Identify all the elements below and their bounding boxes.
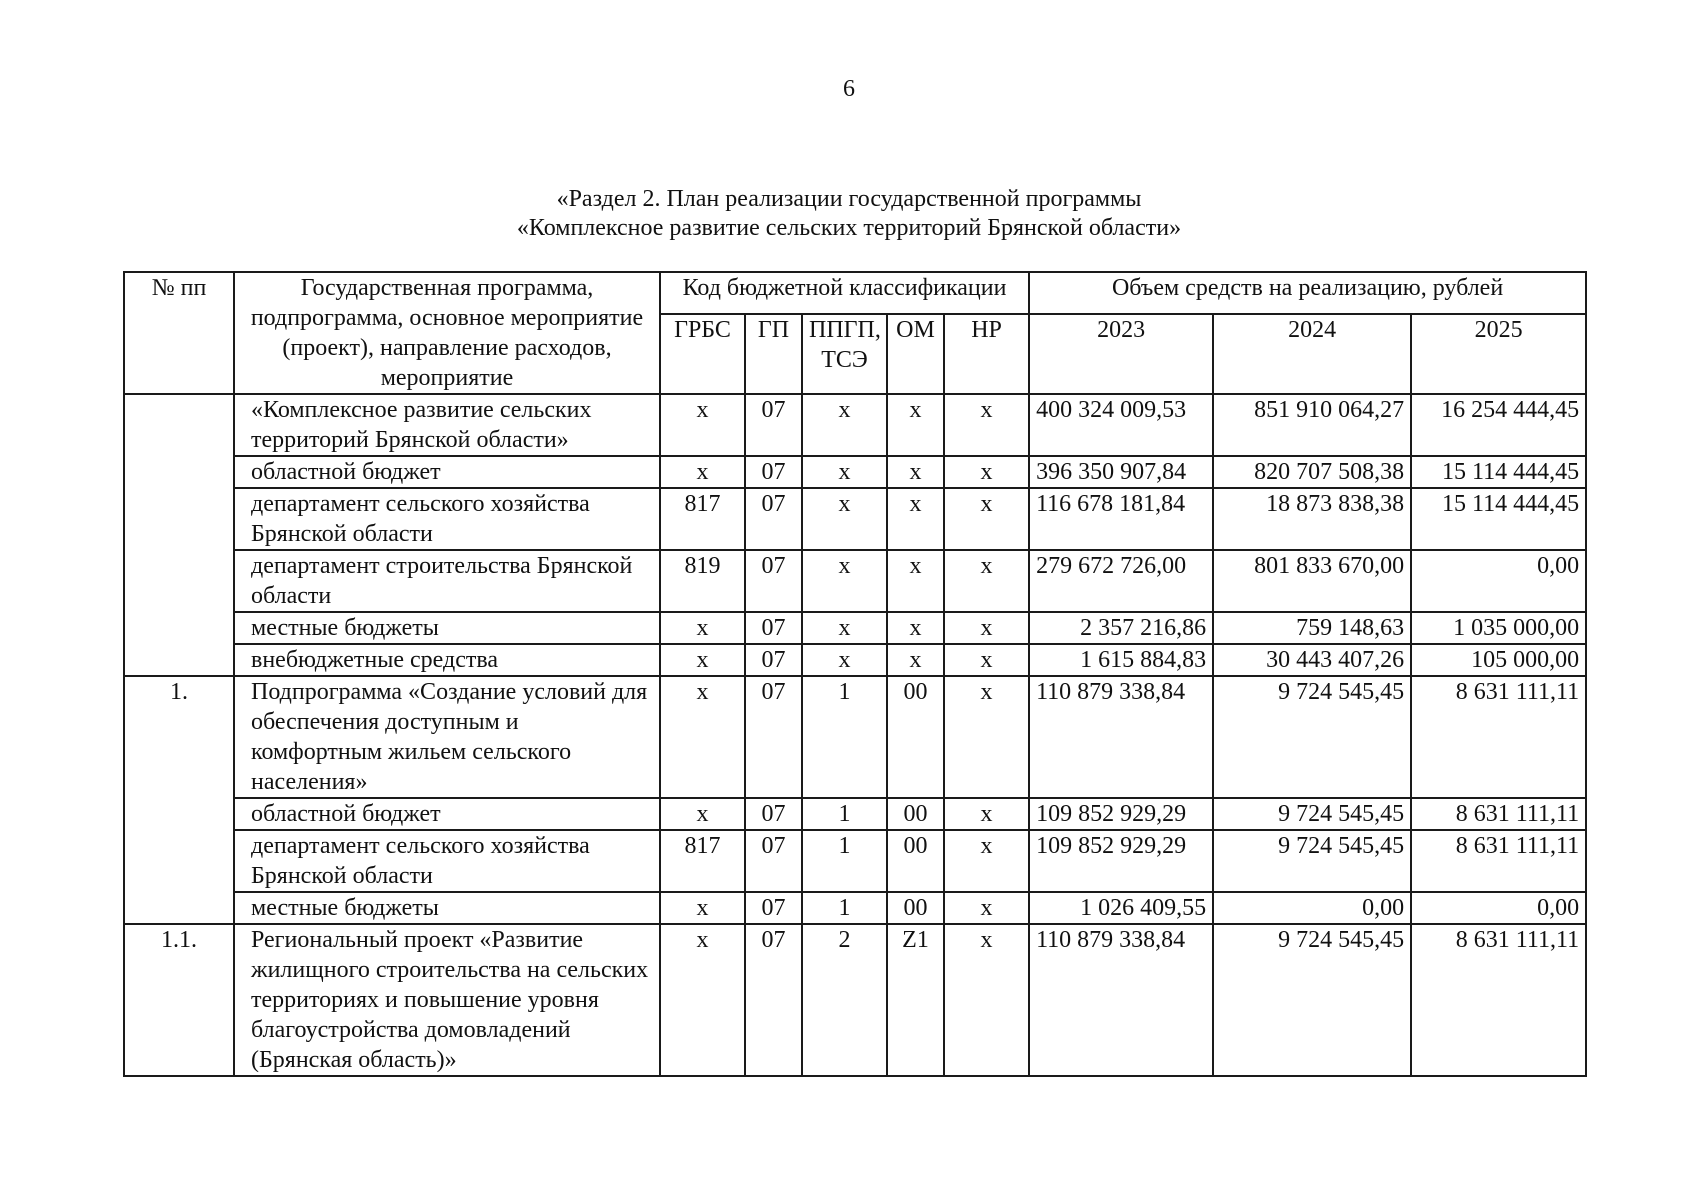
row-grbs: х	[660, 394, 745, 456]
row-nr: х	[944, 612, 1029, 644]
row-nr: х	[944, 456, 1029, 488]
row-gp: 07	[745, 550, 802, 612]
row-2024: 9 724 545,45	[1213, 924, 1411, 1076]
row-nr: х	[944, 550, 1029, 612]
row-nr: х	[944, 798, 1029, 830]
row-ppgp: х	[802, 394, 887, 456]
row-2025: 8 631 111,11	[1411, 924, 1586, 1076]
row-name: областной бюджет	[234, 798, 660, 830]
row-2025: 1 035 000,00	[1411, 612, 1586, 644]
row-num	[124, 612, 234, 644]
header-om: ОМ	[887, 314, 944, 394]
row-ppgp: 2	[802, 924, 887, 1076]
row-name: «Комплексное развитие сельских территорий Брянской области»	[234, 394, 660, 456]
row-2023: 110 879 338,84	[1029, 924, 1213, 1076]
row-num	[124, 798, 234, 830]
row-2023: 1 026 409,55	[1029, 892, 1213, 924]
row-name: местные бюджеты	[234, 892, 660, 924]
row-2023: 109 852 929,29	[1029, 798, 1213, 830]
row-gp: 07	[745, 488, 802, 550]
row-2025: 0,00	[1411, 892, 1586, 924]
row-2024: 9 724 545,45	[1213, 676, 1411, 798]
row-gp: 07	[745, 676, 802, 798]
table-row	[124, 798, 1586, 830]
table-row	[124, 892, 1586, 924]
row-name: Региональный проект «Развитие жилищного строительства на сельских территориях и повышение уровня благоустройства домовладений (Брянская область)»	[234, 924, 660, 1076]
row-grbs: 817	[660, 830, 745, 892]
header-ppgp: ППГП, ТСЭ	[802, 314, 887, 394]
row-2025: 16 254 444,45	[1411, 394, 1586, 456]
row-grbs: 819	[660, 550, 745, 612]
row-ppgp: х	[802, 456, 887, 488]
header-2025: 2025	[1411, 314, 1586, 394]
row-ppgp: х	[802, 612, 887, 644]
row-om: х	[887, 488, 944, 550]
row-2024: 18 873 838,38	[1213, 488, 1411, 550]
row-2024: 9 724 545,45	[1213, 798, 1411, 830]
header-row-1	[124, 272, 1586, 314]
table-row	[124, 456, 1586, 488]
table-row	[124, 612, 1586, 644]
row-ppgp: х	[802, 644, 887, 676]
row-num: 1.	[124, 676, 234, 798]
row-2024: 820 707 508,38	[1213, 456, 1411, 488]
row-2025: 105 000,00	[1411, 644, 1586, 676]
row-grbs: х	[660, 798, 745, 830]
row-2023: 1 615 884,83	[1029, 644, 1213, 676]
row-num	[124, 892, 234, 924]
row-2023: 279 672 726,00	[1029, 550, 1213, 612]
row-grbs: х	[660, 612, 745, 644]
row-num	[124, 456, 234, 488]
row-nr: х	[944, 488, 1029, 550]
row-name: департамент сельского хозяйства Брянской области	[234, 830, 660, 892]
row-2023: 116 678 181,84	[1029, 488, 1213, 550]
row-om: 00	[887, 676, 944, 798]
row-2024: 30 443 407,26	[1213, 644, 1411, 676]
row-2024: 0,00	[1213, 892, 1411, 924]
row-name: внебюджетные средства	[234, 644, 660, 676]
row-om: х	[887, 456, 944, 488]
row-om: х	[887, 550, 944, 612]
header-gp: ГП	[745, 314, 802, 394]
row-num: 1.1.	[124, 924, 234, 1076]
row-2025: 0,00	[1411, 550, 1586, 612]
row-gp: 07	[745, 924, 802, 1076]
header-2024: 2024	[1213, 314, 1411, 394]
row-grbs: х	[660, 892, 745, 924]
row-2024: 9 724 545,45	[1213, 830, 1411, 892]
header-2023: 2023	[1029, 314, 1213, 394]
table-row	[124, 830, 1586, 892]
row-num	[124, 550, 234, 612]
row-nr: х	[944, 892, 1029, 924]
header-name: Государственная программа, подпрограмма, основное мероприятие (проект), направление расходов, мероприятие	[234, 272, 660, 394]
row-name: местные бюджеты	[234, 612, 660, 644]
row-num	[124, 394, 234, 456]
row-2024: 801 833 670,00	[1213, 550, 1411, 612]
header-volume-group: Объем средств на реализацию, рублей	[1029, 272, 1586, 314]
row-grbs: х	[660, 456, 745, 488]
row-name: областной бюджет	[234, 456, 660, 488]
row-name: департамент строительства Брянской области	[234, 550, 660, 612]
row-nr: х	[944, 644, 1029, 676]
table-row	[124, 550, 1586, 612]
row-ppgp: 1	[802, 830, 887, 892]
row-2023: 400 324 009,53	[1029, 394, 1213, 456]
row-grbs: 817	[660, 488, 745, 550]
row-om: 00	[887, 830, 944, 892]
row-2025: 8 631 111,11	[1411, 798, 1586, 830]
header-num: № пп	[124, 272, 234, 394]
row-name: Подпрограмма «Создание условий для обеспечения доступным и комфортным жильем сельского населения»	[234, 676, 660, 798]
row-2023: 109 852 929,29	[1029, 830, 1213, 892]
row-num	[124, 488, 234, 550]
row-2025: 15 114 444,45	[1411, 488, 1586, 550]
header-nr: НР	[944, 314, 1029, 394]
row-2023: 2 357 216,86	[1029, 612, 1213, 644]
row-ppgp: 1	[802, 798, 887, 830]
row-grbs: х	[660, 644, 745, 676]
row-ppgp: х	[802, 550, 887, 612]
row-name: департамент сельского хозяйства Брянской области	[234, 488, 660, 550]
row-om: 00	[887, 892, 944, 924]
row-gp: 07	[745, 798, 802, 830]
row-grbs: х	[660, 676, 745, 798]
row-2024: 759 148,63	[1213, 612, 1411, 644]
row-gp: 07	[745, 892, 802, 924]
title-line-1: «Раздел 2. План реализации государственной программы	[556, 186, 1142, 212]
row-ppgp: 1	[802, 892, 887, 924]
row-ppgp: х	[802, 488, 887, 550]
row-2023: 110 879 338,84	[1029, 676, 1213, 798]
row-om: х	[887, 644, 944, 676]
row-om: 00	[887, 798, 944, 830]
row-om: Z1	[887, 924, 944, 1076]
table-row	[124, 488, 1586, 550]
row-om: х	[887, 394, 944, 456]
document-title	[0, 185, 1698, 243]
row-ppgp: 1	[802, 676, 887, 798]
row-gp: 07	[745, 612, 802, 644]
row-grbs: х	[660, 924, 745, 1076]
row-2025: 8 631 111,11	[1411, 830, 1586, 892]
row-gp: 07	[745, 644, 802, 676]
row-2023: 396 350 907,84	[1029, 456, 1213, 488]
title-line-2: «Комплексное развитие сельских территорий Брянской области»	[516, 215, 1182, 241]
table-row	[124, 676, 1586, 798]
row-2024: 851 910 064,27	[1213, 394, 1411, 456]
row-nr: х	[944, 830, 1029, 892]
row-gp: 07	[745, 456, 802, 488]
row-gp: 07	[745, 830, 802, 892]
row-num	[124, 830, 234, 892]
table-row	[124, 394, 1586, 456]
row-num	[124, 644, 234, 676]
row-om: х	[887, 612, 944, 644]
row-2025: 15 114 444,45	[1411, 456, 1586, 488]
page-number: 6	[843, 76, 855, 102]
row-nr: х	[944, 676, 1029, 798]
table-row	[124, 924, 1586, 1076]
row-nr: х	[944, 394, 1029, 456]
table-row	[124, 644, 1586, 676]
header-grbs: ГРБС	[660, 314, 745, 394]
plan-table	[123, 271, 1587, 1077]
row-gp: 07	[745, 394, 802, 456]
row-nr: х	[944, 924, 1029, 1076]
row-2025: 8 631 111,11	[1411, 676, 1586, 798]
header-code-group: Код бюджетной классификации	[660, 272, 1029, 314]
